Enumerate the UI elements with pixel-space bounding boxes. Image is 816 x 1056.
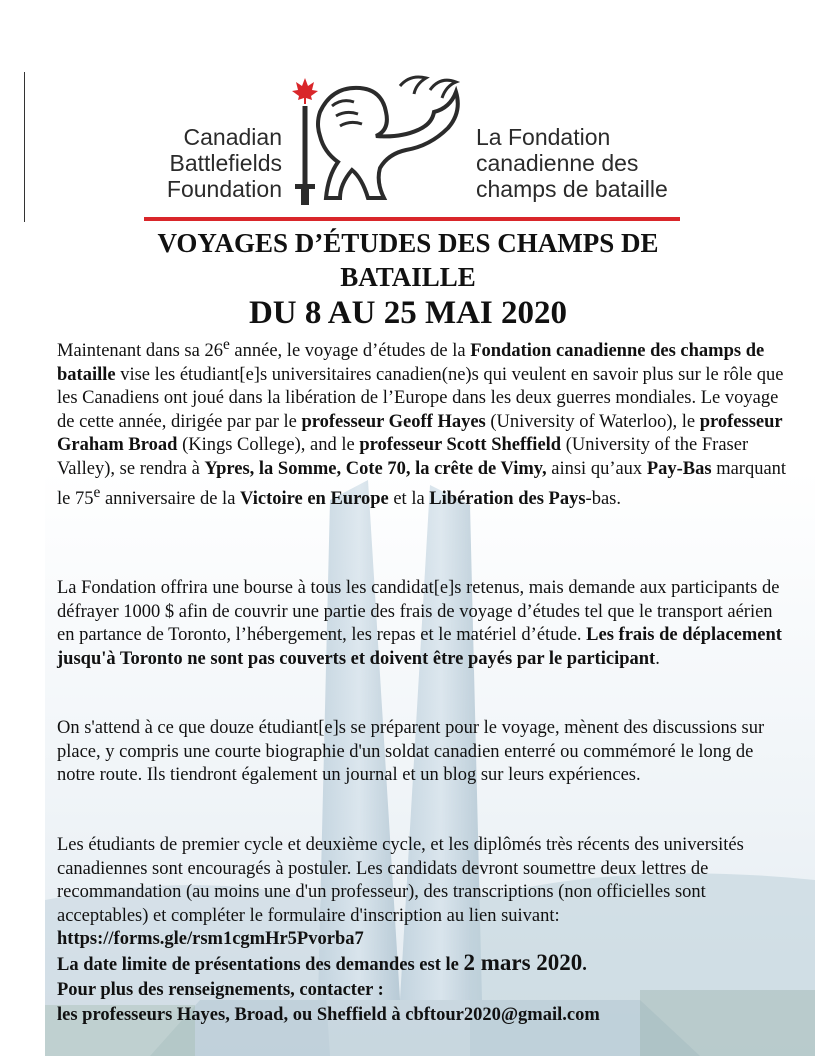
text: anniversaire de la [100,489,241,510]
trip-dates: DU 8 AU 25 MAI 2020 [248,295,568,331]
intro-paragraph [57,333,787,512]
destinations: Ypres, la Somme, Cote 70, la crête de Vimy, [204,458,547,479]
ve-day: Victoire en Europe [240,489,389,510]
registration-link[interactable]: https://forms.gle/rsm1cgmHr5Pvorba7 [57,929,364,949]
professor-hayes: professeur Geoff Hayes [301,411,486,432]
text: Maintenant dans sa 26 [57,341,223,362]
logo-line: Foundation [166,176,282,202]
logo-line: canadienne des [476,150,639,176]
logo-red-rule [144,217,680,221]
margin-rule [24,72,25,222]
logo-line: champs de bataille [476,176,668,202]
text: (Kings College), and le [177,435,360,456]
destination-netherlands: Pay-Bas [646,458,712,479]
text: (University of Waterloo), le [485,411,700,432]
text: vise les étudiant[e]s universitaires canadien(ne)s qui veulent en savoir plus sur le rôle que les Canadiens ont joué dans la libération de l’Europe dans les deux guerres mondiales. Le voyage de cette année, dirigée par par le [57,364,784,432]
text: Les étudiants de premier cycle et deuxième cycle, et les diplômés très récents des universités canadiennes sont encouragés à postuler. Les candidats devront soumettre deux lettres de recommandation (au moins une d'un professeur), des transcriptions (non officielles sont acceptables) et compléter le formulaire d'inscription au lien suivant: [57,835,744,926]
page-title: VOYAGES D’ÉTUDES DES CHAMPS DE BATAILLE [157,228,659,292]
expectations-paragraph: On s'attend à ce que douze étudiant[e]s se préparent pour le voyage, mènent des discussions sur place, y compris une courte biographie d'un soldat canadien enterré ou commémoré le long de notre route. Ils tiendront également un journal et un blog sur leurs expériences. [57,718,765,785]
text: (University of the Fraser Valley), se rendra à [57,435,749,479]
contact-names[interactable]: les professeurs Hayes, Broad, ou Sheffield à cbftour2020@gmail.com [57,1005,600,1025]
logo-line: Canadian [183,124,282,150]
superscript: e [222,336,230,353]
logo-line: Battlefields [169,150,282,176]
deadline-line [57,950,797,978]
logo-text-french [476,124,716,202]
superscript: e [93,484,101,502]
eligibility-paragraph [57,834,787,952]
professor-broad: professeur Graham Broad [57,411,783,456]
logo-text-english [162,124,282,202]
foundation-name: Fondation canadienne des champs de bataille [57,341,765,385]
text: -bas. [585,489,621,510]
logo-line: La Fondation [476,124,611,150]
text: La Fondation offrira une bourse à tous les candidat[e]s retenus, mais demande aux participants de défrayer 1000 $ afin de couvrir une partie des frais de voyage d’études tel que le transport aérien en partance de Toronto, l’hébergement, les repas et le matériel d’étude. [57,578,780,645]
lion-sword-emblem-icon [280,72,470,212]
text: et la [388,489,430,510]
bursary-paragraph [57,577,787,671]
liberation: Libération des Pays [429,489,586,510]
closing-block [57,950,797,1028]
text: ainsi qu’aux [546,458,647,479]
text: marquant le 75 [57,458,787,510]
contact-line: Pour plus des renseignements, contacter : [57,980,384,1000]
travel-cost-note: Les frais de déplacement jusqu'à Toronto ne sont pas couverts et doivent être payés par le participant [57,625,782,669]
text: année, le voyage d’études de la [229,341,471,362]
deadline-date: 2 mars 2020 [463,950,583,975]
text: . [655,648,660,669]
professor-sheffield: professeur Scott Sheffield [359,435,562,456]
text: La date limite de présentations des demandes est le [57,955,464,975]
text: . [582,955,587,975]
